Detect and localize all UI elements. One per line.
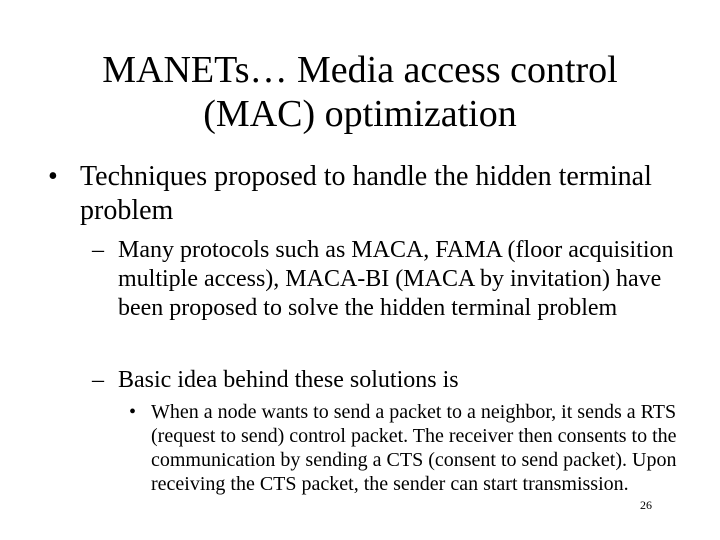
bullet-icon: • [129, 401, 137, 423]
sub-bullet-text-2: Basic idea behind these solutions is [118, 367, 459, 393]
dash-icon: – [92, 237, 104, 263]
slide-title [0, 48, 720, 136]
sub-bullet-item-2 [92, 366, 708, 395]
bullet-text-1: Techniques proposed to handle the hidden terminal problem [80, 161, 652, 226]
sub-sub-bullet-item-1 [129, 400, 720, 496]
sub-bullet-text-1: Many protocols such as MACA, FAMA (floor acquisition multiple access), MACA-BI (MACA by invitation) have been proposed to solve the hidden terminal problem [118, 237, 674, 321]
page-number: 26 [640, 498, 652, 512]
sub-sub-bullet-text-1: When a node wants to send a packet to a neighbor, it sends a RTS (request to send) control packet. The receiver then consents to the communication by sending a CTS (consent to send packet). Upon receiving the CTS packet, the sender can start transmission. [151, 401, 677, 495]
bullet-item-1 [48, 160, 700, 228]
title-line-2: (MAC) optimization [203, 93, 517, 135]
dash-icon: – [92, 367, 104, 393]
bullet-icon: • [48, 161, 58, 192]
sub-bullet-item-1 [92, 236, 708, 323]
title-line-1: MANETs… Media access control [102, 49, 618, 91]
